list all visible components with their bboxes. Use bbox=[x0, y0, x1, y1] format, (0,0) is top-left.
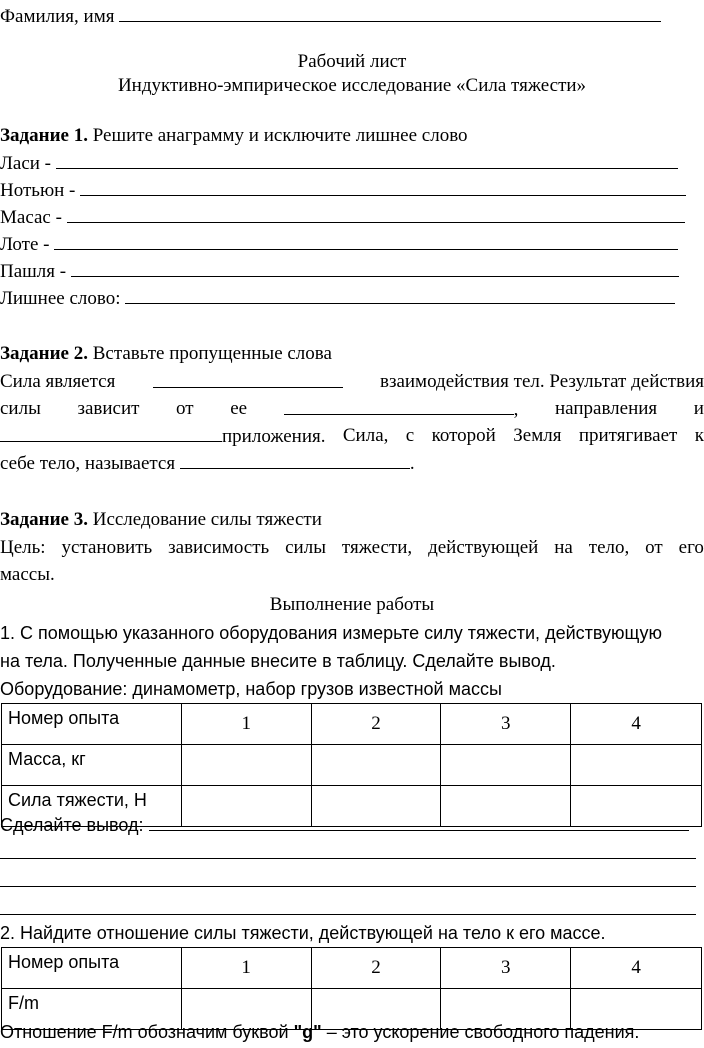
conclusion-label: Сделайте вывод: bbox=[0, 815, 144, 835]
table-input-cell[interactable] bbox=[441, 745, 571, 786]
text-segment: взаимодействия тел. Результат действия bbox=[379, 371, 704, 392]
text-segment: Сила является bbox=[0, 371, 116, 392]
task1-blank[interactable] bbox=[125, 286, 675, 304]
name-blank[interactable] bbox=[119, 4, 661, 22]
procedure-title: Выполнение работы bbox=[269, 594, 435, 615]
word: от bbox=[645, 537, 663, 558]
task1-item-label: Масас - bbox=[0, 207, 62, 228]
task1-blank[interactable] bbox=[67, 205, 685, 223]
table-cell: 3 bbox=[441, 704, 571, 745]
conclusion-field bbox=[0, 813, 689, 837]
text-segment: себе тело, называется bbox=[0, 453, 176, 474]
task2-blank[interactable] bbox=[180, 451, 410, 469]
task2-blank[interactable] bbox=[0, 424, 222, 442]
name-label: Фамилия, имя bbox=[0, 6, 115, 27]
task1-blank[interactable] bbox=[56, 151, 678, 169]
table-input-cell[interactable] bbox=[571, 745, 702, 786]
task2-line2 bbox=[0, 397, 704, 422]
task1-item-label: Лоте - bbox=[0, 234, 50, 255]
title-line2: Индуктивно-эмпирическое исследование «Сила тяжести» bbox=[117, 75, 587, 96]
table-cell: 2 bbox=[311, 704, 441, 745]
word: приложения. bbox=[222, 426, 326, 447]
table-input-cell[interactable] bbox=[181, 745, 311, 786]
table-cell: 4 bbox=[571, 948, 702, 989]
task2-label: Задание 2. bbox=[0, 343, 88, 364]
task2-blank[interactable] bbox=[284, 397, 514, 415]
task3-goal-line2: массы. bbox=[0, 564, 55, 585]
text-segment: – это ускорение свободного падения. bbox=[321, 1022, 640, 1042]
word: на bbox=[554, 537, 573, 558]
task2-blank[interactable] bbox=[153, 370, 343, 388]
table-cell: 2 bbox=[311, 948, 441, 989]
word: силы bbox=[285, 537, 326, 558]
step1-line1: 1. С помощью указанного оборудования измерьте силу тяжести, действующую bbox=[0, 623, 663, 643]
table-cell: 1 bbox=[181, 948, 311, 989]
task2-line4 bbox=[0, 451, 415, 476]
word: Сила, bbox=[342, 425, 389, 446]
task1-item-label: Ласи - bbox=[0, 153, 51, 174]
word: действующей bbox=[428, 537, 539, 558]
task3-text: Исследование силы тяжести bbox=[87, 509, 322, 530]
task2-heading bbox=[0, 342, 332, 366]
title-line1: Рабочий лист bbox=[297, 51, 407, 72]
task1-item bbox=[0, 286, 675, 311]
word: от bbox=[176, 398, 194, 419]
task1-heading bbox=[0, 124, 468, 148]
word: и bbox=[693, 398, 704, 419]
conclusion-blank-line[interactable] bbox=[0, 858, 696, 859]
table-cell: Номер опыта bbox=[2, 948, 182, 989]
task1-item bbox=[0, 259, 679, 284]
word: тело, bbox=[588, 537, 630, 558]
task3-heading bbox=[0, 508, 322, 532]
word: зависимость bbox=[168, 537, 270, 558]
task1-item bbox=[0, 178, 686, 203]
table-row bbox=[2, 745, 702, 786]
word: притягивает bbox=[578, 425, 678, 446]
table-cell: Масса, кг bbox=[2, 745, 182, 786]
word: ее bbox=[230, 398, 248, 419]
task3-goal-line1 bbox=[0, 536, 704, 560]
task1-text: Решите анаграмму и исключите лишнее слово bbox=[87, 125, 468, 146]
word: тяжести, bbox=[341, 537, 413, 558]
word: силы bbox=[0, 398, 41, 419]
task1-item bbox=[0, 232, 678, 257]
task1-blank[interactable] bbox=[54, 232, 678, 250]
task1-blank[interactable] bbox=[71, 259, 679, 277]
measurement-table bbox=[1, 703, 702, 827]
step1-line2: на тела. Полученные данные внесите в таблицу. Сделайте вывод. bbox=[0, 651, 556, 671]
ratio-table bbox=[1, 947, 702, 1030]
task2-text: Вставьте пропущенные слова bbox=[87, 343, 332, 364]
word: установить bbox=[61, 537, 153, 558]
conclusion-blank-line[interactable] bbox=[0, 886, 696, 887]
step2-line: 2. Найдите отношение силы тяжести, действующей на тело к его массе. bbox=[0, 923, 606, 943]
word: Земля bbox=[513, 425, 562, 446]
task1-blank[interactable] bbox=[80, 178, 686, 196]
task2-line3 bbox=[0, 424, 704, 449]
conclusion-blank-line[interactable] bbox=[0, 914, 696, 915]
conclusion-blank[interactable] bbox=[149, 813, 689, 831]
word: , bbox=[513, 399, 519, 420]
table-row bbox=[2, 948, 702, 989]
g-symbol: "g" bbox=[293, 1022, 322, 1042]
word: зависит bbox=[77, 398, 140, 419]
task1-label: Задание 1. bbox=[0, 125, 88, 146]
table-row bbox=[2, 704, 702, 745]
table-cell: 3 bbox=[441, 948, 571, 989]
task1-item bbox=[0, 151, 678, 176]
name-field bbox=[0, 4, 661, 29]
table-cell: 4 bbox=[571, 704, 702, 745]
table-cell: 1 bbox=[181, 704, 311, 745]
task1-item bbox=[0, 205, 685, 230]
task1-item-label: Пашля - bbox=[0, 261, 67, 282]
task2-line1 bbox=[0, 370, 704, 394]
table-cell: Сила тяжести, Н bbox=[2, 786, 182, 827]
word: к bbox=[694, 425, 704, 446]
text-segment: Отношение F/m обозначим буквой bbox=[0, 1022, 294, 1042]
word: его bbox=[678, 537, 704, 558]
word: которой bbox=[431, 425, 496, 446]
task3-label: Задание 3. bbox=[0, 509, 88, 530]
final-statement bbox=[0, 1020, 639, 1044]
table-cell: F/m bbox=[2, 989, 182, 1030]
task1-item-label: Нотьюн - bbox=[0, 180, 76, 201]
table-cell: Номер опыта bbox=[2, 704, 182, 745]
word: с bbox=[405, 425, 415, 446]
word: направления bbox=[555, 398, 658, 419]
table-input-cell[interactable] bbox=[311, 745, 441, 786]
text-segment: . bbox=[409, 453, 415, 474]
task1-item-label: Лишнее слово: bbox=[0, 288, 121, 309]
word: Цель: bbox=[0, 537, 46, 558]
equipment-line: Оборудование: динамометр, набор грузов известной массы bbox=[0, 679, 502, 699]
